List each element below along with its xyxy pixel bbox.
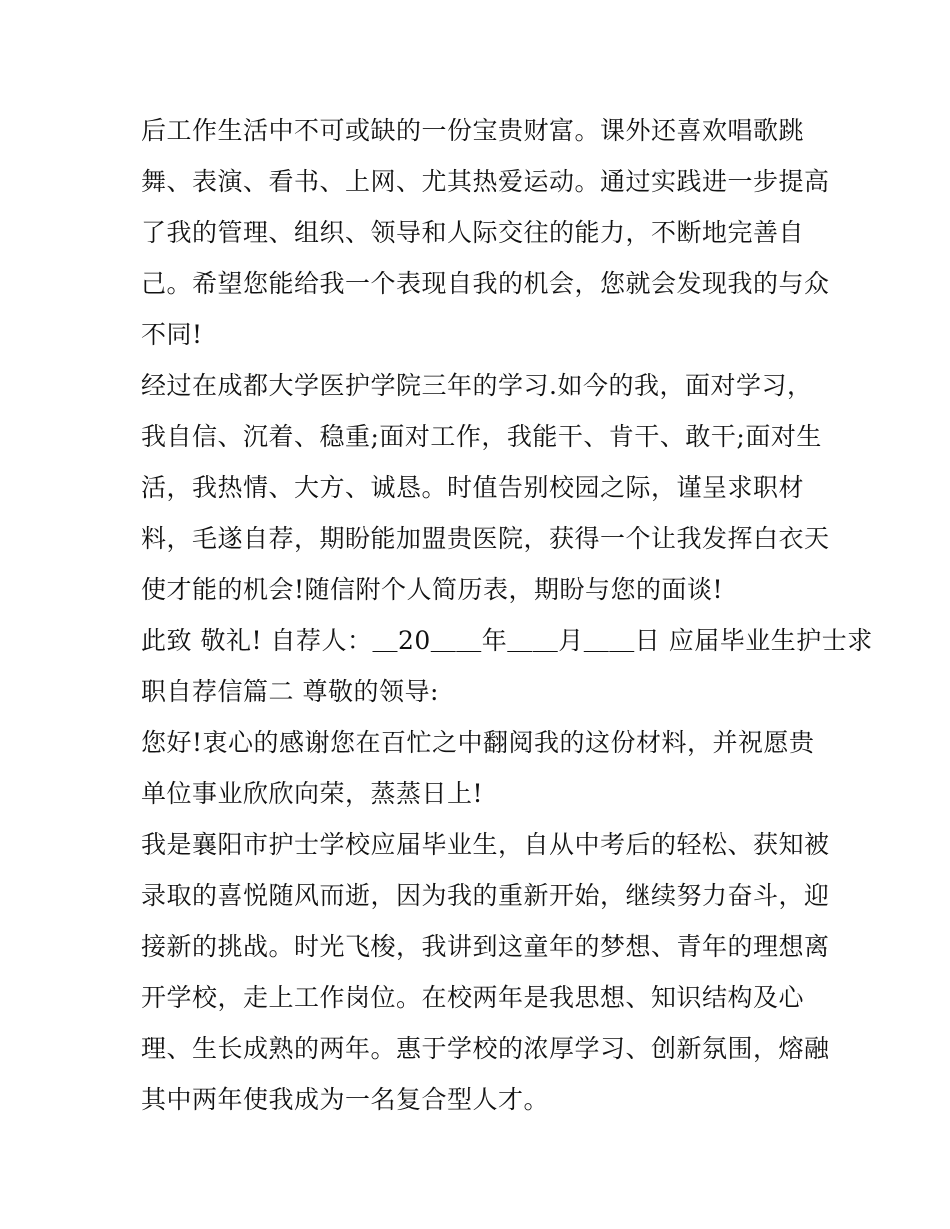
text-line: 使才能的机会!随信附个人简历表，期盼与您的面谈! [141,575,724,604]
text-line: 后工作生活中不可或缺的一份宝贵财富。课外还喜欢唱歌跳 [141,116,805,145]
text-line: 经过在成都大学医护学院三年的学习.如今的我，面对学习， [141,371,813,400]
text-line: 您好!衷心的感谢您在百忙之中翻阅我的这份材料，并祝愿贵 [141,728,815,757]
text-line: 开学校，走上工作岗位。在校两年是我思想、知识结构及心 [141,983,805,1012]
text-line: 接新的挑战。时光飞梭，我讲到这童年的梦想、青年的理想离 [141,932,830,961]
letter-body [141,105,873,1125]
text-line: 理、生长成熟的两年。惠于学校的浓厚学习、创新氛围，熔融 [141,1034,830,1063]
text-line: 不同! [141,320,203,349]
text-line: 己。希望您能给我一个表现自我的机会，您就会发现我的与众 [141,269,830,298]
text-line: 活，我热情、大方、诚恳。时值告别校园之际，谨呈求职材 [141,473,805,502]
text-line: 单位事业欣欣向荣，蒸蒸日上! [141,779,484,808]
text-line: 此致 敬礼! 自荐人：＿20＿＿年＿＿月＿＿日 应届毕业生护士求 [141,626,873,655]
text-line: 了我的管理、组织、领导和人际交往的能力，不断地完善自 [141,218,805,247]
text-line: 我是襄阳市护士学校应届毕业生，自从中考后的轻松、获知被 [141,830,830,859]
text-line: 我自信、沉着、稳重;面对工作，我能干、肯干、敢干;面对生 [141,422,822,451]
text-line: 舞、表演、看书、上网、尤其热爱运动。通过实践进一步提高 [141,167,830,196]
text-line: 职自荐信篇二 尊敬的领导: [141,677,439,706]
text-line: 料，毛遂自荐，期盼能加盟贵医院，获得一个让我发挥白衣天 [141,524,830,553]
text-line: 录取的喜悦随风而逝，因为我的重新开始，继续努力奋斗，迎 [141,881,830,910]
text-line: 其中两年使我成为一名复合型人才。 [141,1085,550,1114]
